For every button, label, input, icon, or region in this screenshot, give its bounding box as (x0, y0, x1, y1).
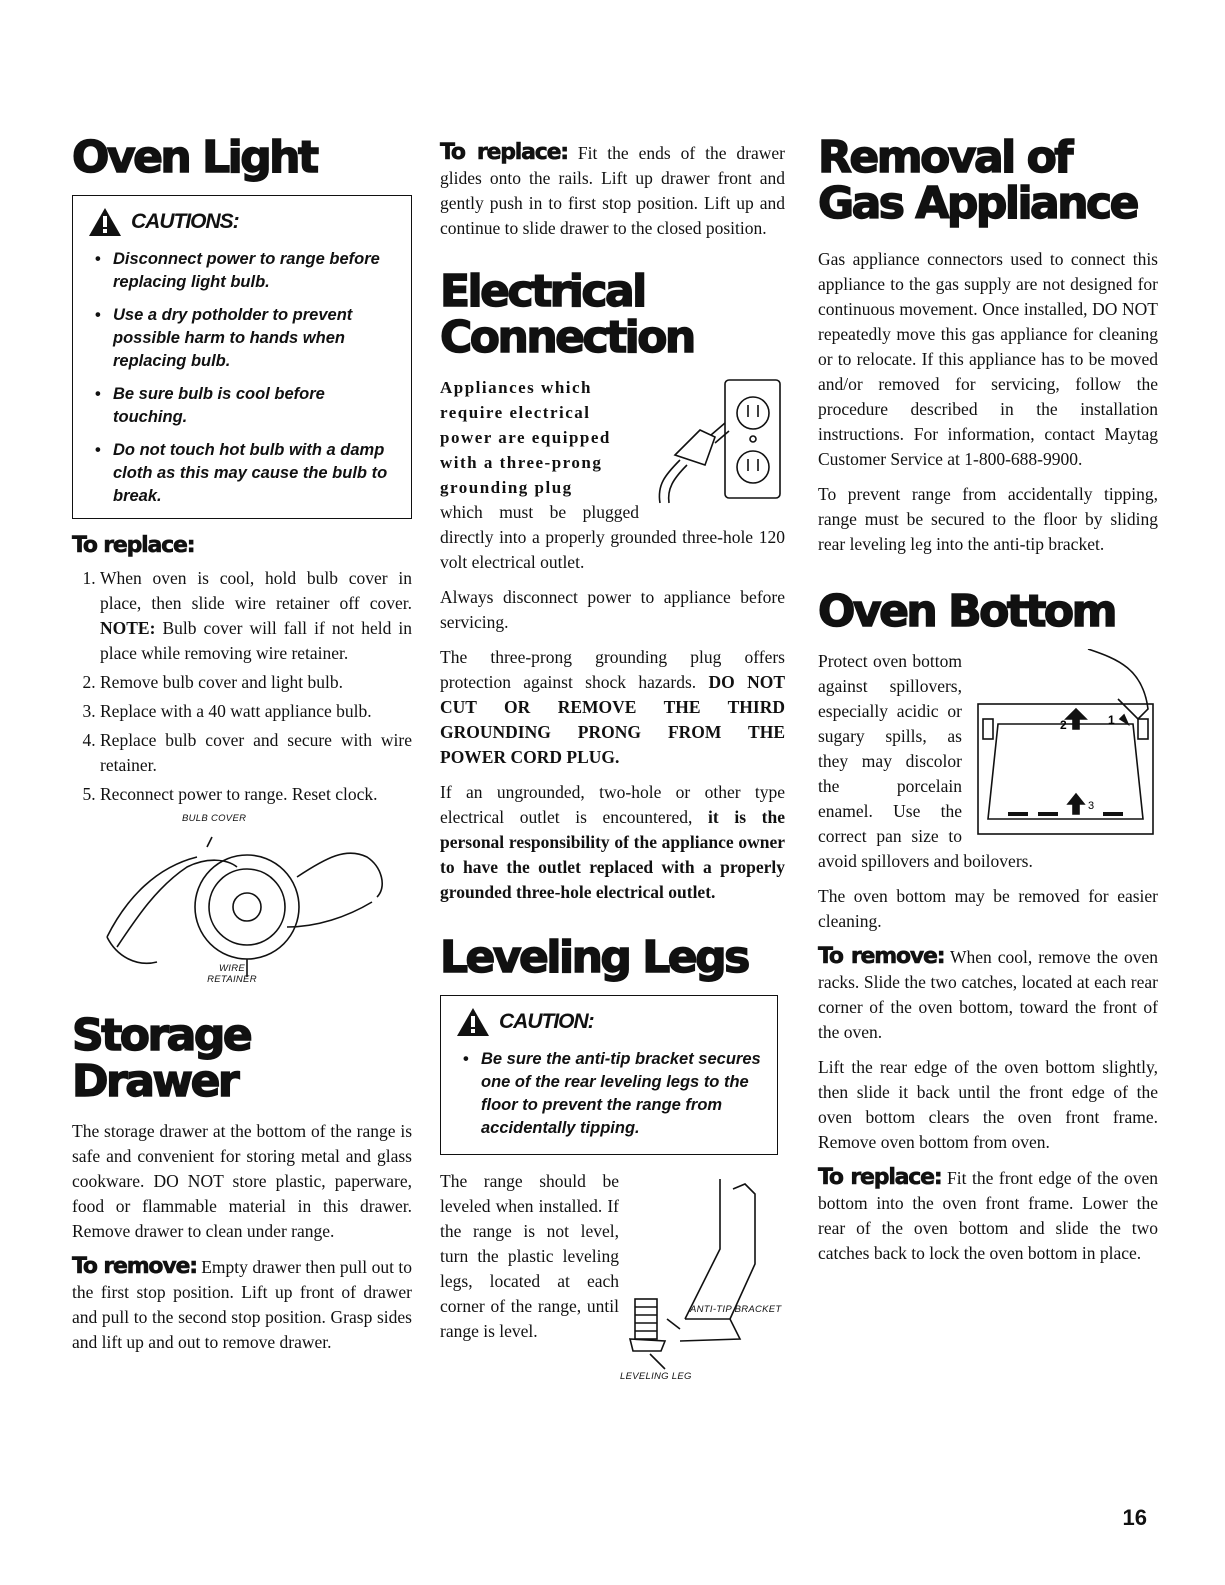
fig-number: 1 (1108, 713, 1115, 727)
step-item: 4. Replace bulb cover and secure with wire retainer. (100, 728, 412, 778)
caution-item: • Be sure the anti-tip bracket secures one of the rear leveling legs to the floor to prevent the range from accidentally tipping. (455, 1048, 765, 1140)
caution-item: • Use a dry potholder to prevent possible harm to hands when replacing bulb. (87, 304, 399, 373)
caution-item: • Be sure bulb is cool before touching. (87, 383, 399, 429)
leveling-legs-heading: Leveling Legs (440, 932, 748, 983)
oven-light-caution-box (72, 195, 412, 519)
caution-item: • Disconnect power to range before replacing light bulb. (87, 248, 399, 294)
wire-retainer-label: WIRE RETAINER (207, 963, 257, 985)
oven-bottom-heading: Oven Bottom (818, 586, 1115, 637)
electrical-intro (440, 375, 785, 585)
note-label: NOTE: (100, 618, 156, 638)
fig-number: 2 (1060, 718, 1067, 732)
electrical-heading: Electrical Connection (440, 266, 694, 363)
column-right (818, 125, 1158, 1276)
column-left (72, 125, 412, 1365)
caution-title: CAUTIONS: (131, 210, 239, 233)
warning-triangle-icon (455, 1006, 491, 1038)
bulb-cover-label: BULB COVER (182, 813, 247, 824)
step-item: 5. Reconnect power to range. Reset clock. (100, 782, 412, 807)
storage-drawer-heading: Storage Drawer (72, 1010, 251, 1107)
gas-removal-p2: To prevent range from accidentally tipping, range must be secured to the floor by sliding rear leveling leg into the anti-tip bracket. (818, 484, 1158, 554)
bulb-cover-figure (72, 813, 412, 993)
column-middle (440, 140, 786, 1382)
electrical-p4: If an ungrounded, two-hole or other type electrical outlet is encountered, it is the personal responsibility of the appliance owner to have the outlet replaced with a properly grounded three-hole electrical outlet. (440, 782, 785, 902)
step-item: 1. When oven is cool, hold bulb cover in place, then slide wire retainer off cover. NOTE: Bulb cover will fall if not held in place while removing wire retainer. (100, 566, 412, 666)
warning-triangle-icon (87, 206, 123, 238)
oven-bottom-p3: Lift the rear edge of the oven bottom slightly, then slide it back until the front edge of the oven bottom clears the oven front frame. Remove oven bottom from oven. (818, 1057, 1158, 1152)
anti-tip-bracket-label: ANTI-TIP BRACKET (690, 1304, 782, 1315)
oven-bottom-p1: Protect oven bottom against spillovers, especially acidic or sugary spills, as they may discolor the porcelain enamel. Use the correct pan size to avoid spillovers and boilovers. (818, 651, 1033, 871)
step-item: 2. Remove bulb cover and light bulb. (100, 670, 412, 695)
leveling-text: The range should be leveled when installed. If the range is not level, turn the plastic leveling legs, located at each corner of the range, until range is level. (440, 1171, 619, 1341)
oven-bottom-illustration (968, 649, 1158, 839)
electrical-lead-rest: which must be plugged directly into a properly grounded three-hole 120 volt electrical outlet. (440, 502, 785, 572)
caution-item: • Do not touch hot bulb with a damp cloth as this may cause the bulb to break. (87, 439, 399, 508)
gas-removal-p1: Gas appliance connectors used to connect this appliance to the gas supply are not designed for continuous movement. Once installed, DO NOT repeatedly move this gas appliance for cleaning or to relocate. If this appliance has to be moved and/or removed for servicing, follow the procedure described in the installation instructions. For information, contact Maytag Customer Service at 1-800-688-9900. (818, 249, 1158, 469)
oven-light-heading: Oven Light (72, 132, 317, 183)
electrical-p2: Always disconnect power to appliance before servicing. (440, 587, 785, 632)
leveling-leg-label: LEVELING LEG (620, 1371, 692, 1382)
oven-light-replace-heading: To replace: (72, 533, 195, 558)
oven-bottom-remove: To remove: When cool, remove the oven racks. Slide the two catches, located at each rear corner of the oven bottom, toward the front of the oven. (818, 944, 1158, 1042)
electrical-lead-bold: Appliances which require electrical power are equipped with a three-prong grounding plug (440, 378, 611, 497)
drawer-replace-paragraph: To replace: Fit the ends of the drawer glides onto the rails. Lift up drawer front and gently push in to first stop position. Lift up and continue to slide drawer to the closed position. (440, 140, 786, 238)
leveling-leg-illustration (625, 1169, 785, 1379)
gas-removal-heading: Removal of Gas Appliance (818, 132, 1137, 229)
leveling-caution-box (440, 995, 778, 1155)
caution-list (87, 248, 399, 508)
caution-title: CAUTION: (499, 1010, 594, 1033)
oven-bottom-intro (818, 649, 1158, 884)
oven-bottom-p2: The oven bottom may be removed for easier cleaning. (818, 886, 1158, 931)
storage-drawer-remove: To remove: Empty drawer then pull out to the first stop position. Lift up front of drawer and pull to the second stop position. Grasp sides and lift up and out to remove drawer. (72, 1254, 412, 1352)
electrical-p3: The three-prong grounding plug offers protection against shock hazards. DO NOT CUT OR REMOVE THE THIRD GROUNDING PRONG FROM THE POWER CORD PLUG. (440, 647, 785, 767)
leveling-intro (440, 1169, 785, 1382)
step-item: 3. Replace with a 40 watt appliance bulb. (100, 699, 412, 724)
plug-outlet-illustration (645, 375, 785, 505)
fig-number: 3 (1088, 800, 1095, 812)
storage-drawer-intro: The storage drawer at the bottom of the range is safe and convenient for storing metal and glass cookware. DO NOT store plastic, paperware, food or flammable material in this drawer. Remove drawer to clean under range. (72, 1121, 412, 1241)
oven-bottom-replace: To replace: Fit the front edge of the oven bottom into the oven front frame. Lower the rear of the oven bottom and slide the two catches back to lock the oven bottom in place. (818, 1165, 1159, 1263)
oven-light-steps (72, 566, 412, 807)
page-number: 16 (1122, 1505, 1147, 1530)
